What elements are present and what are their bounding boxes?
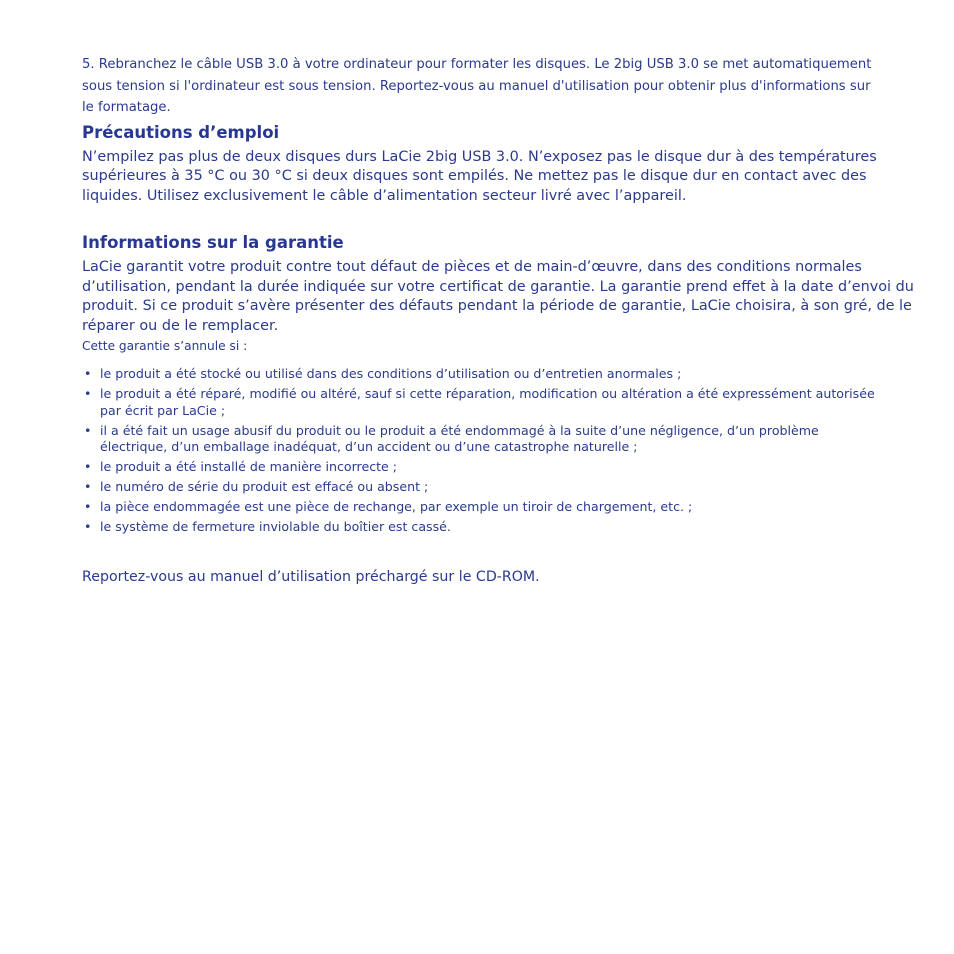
step-5-text: 5. Rebranchez le câble USB 3.0 à votre ordinateur pour formater les disques. Le 2big USB 3.0 se met automatiquement sous tension si l'ordinateur est sous tension. Reportez-vous au manuel d'utilisation pour obtenir plus d'informations sur le formatage. — [82, 57, 872, 115]
bullet-icon: • — [84, 422, 92, 438]
condition-text: le produit a été installé de manière incorrecte ; — [100, 459, 398, 474]
bullet-icon: • — [84, 499, 92, 514]
warranty-void-conditions — [82, 366, 882, 536]
condition-text: le système de fermeture inviolable du boîtier est cassé. — [100, 519, 451, 534]
footer-note: Reportez-vous au manuel d’utilisation préchargé sur le CD-ROM. — [82, 568, 540, 585]
condition-text: le numéro de série du produit est effacé ou absent ; — [100, 479, 429, 494]
list-item — [82, 423, 882, 456]
bullet-icon: • — [84, 386, 92, 401]
bullet-icon: • — [84, 366, 92, 381]
list-item — [82, 366, 882, 383]
condition-text: la pièce endommagée est une pièce de rechange, par exemple un tiroir de chargement, etc. ; — [100, 499, 693, 514]
warranty-void-intro: Cette garantie s’annule si : — [82, 339, 248, 353]
warranty-heading: Informations sur la garantie — [82, 233, 344, 252]
condition-text: le produit a été réparé, modifié ou altéré, sauf si cette réparation, modification ou altération a été expressément autorisée par écrit par LaCie ; — [100, 386, 875, 418]
warranty-body: LaCie garantit votre produit contre tout défaut de pièces et de main-d’œuvre, dans des conditions normales d’utilisation, pendant la durée indiquée sur votre certificat de garantie. La garantie prend effet à la date d’envoi du produit. Si ce produit s’avère présenter des défauts pendant la période de garantie, LaCie choisira, à son gré, de le réparer ou de le remplacer. — [82, 259, 914, 334]
document-page — [82, 54, 922, 587]
condition-text: il a été fait un usage abusif du produit ou le produit a été endommagé à la suite d’une négligence, d’un problème électrique, d’un emballage inadéquat, d’un accident ou d’une catastrophe naturelle ; — [100, 422, 819, 454]
precautions-heading: Précautions d’emploi — [82, 122, 280, 142]
list-item — [82, 499, 882, 516]
bullet-icon: • — [84, 459, 92, 474]
list-item — [82, 519, 882, 536]
list-item — [82, 459, 882, 476]
list-item — [82, 479, 882, 496]
list-item — [82, 386, 882, 419]
bullet-icon: • — [84, 479, 92, 494]
bullet-icon: • — [84, 519, 92, 534]
precautions-body: N’empilez pas plus de deux disques durs LaCie 2big USB 3.0. N’exposez pas le disque dur à des températures supérieures à 35 °C ou 30 °C si deux disques sont empilés. Ne mettez pas le disque dur en contact avec des liquides. Utilisez exclusivement le câble d’alimentation secteur livré avec l’appareil. — [82, 148, 877, 204]
condition-text: le produit a été stocké ou utilisé dans des conditions d’utilisation ou d’entretien anormales ; — [100, 366, 682, 381]
